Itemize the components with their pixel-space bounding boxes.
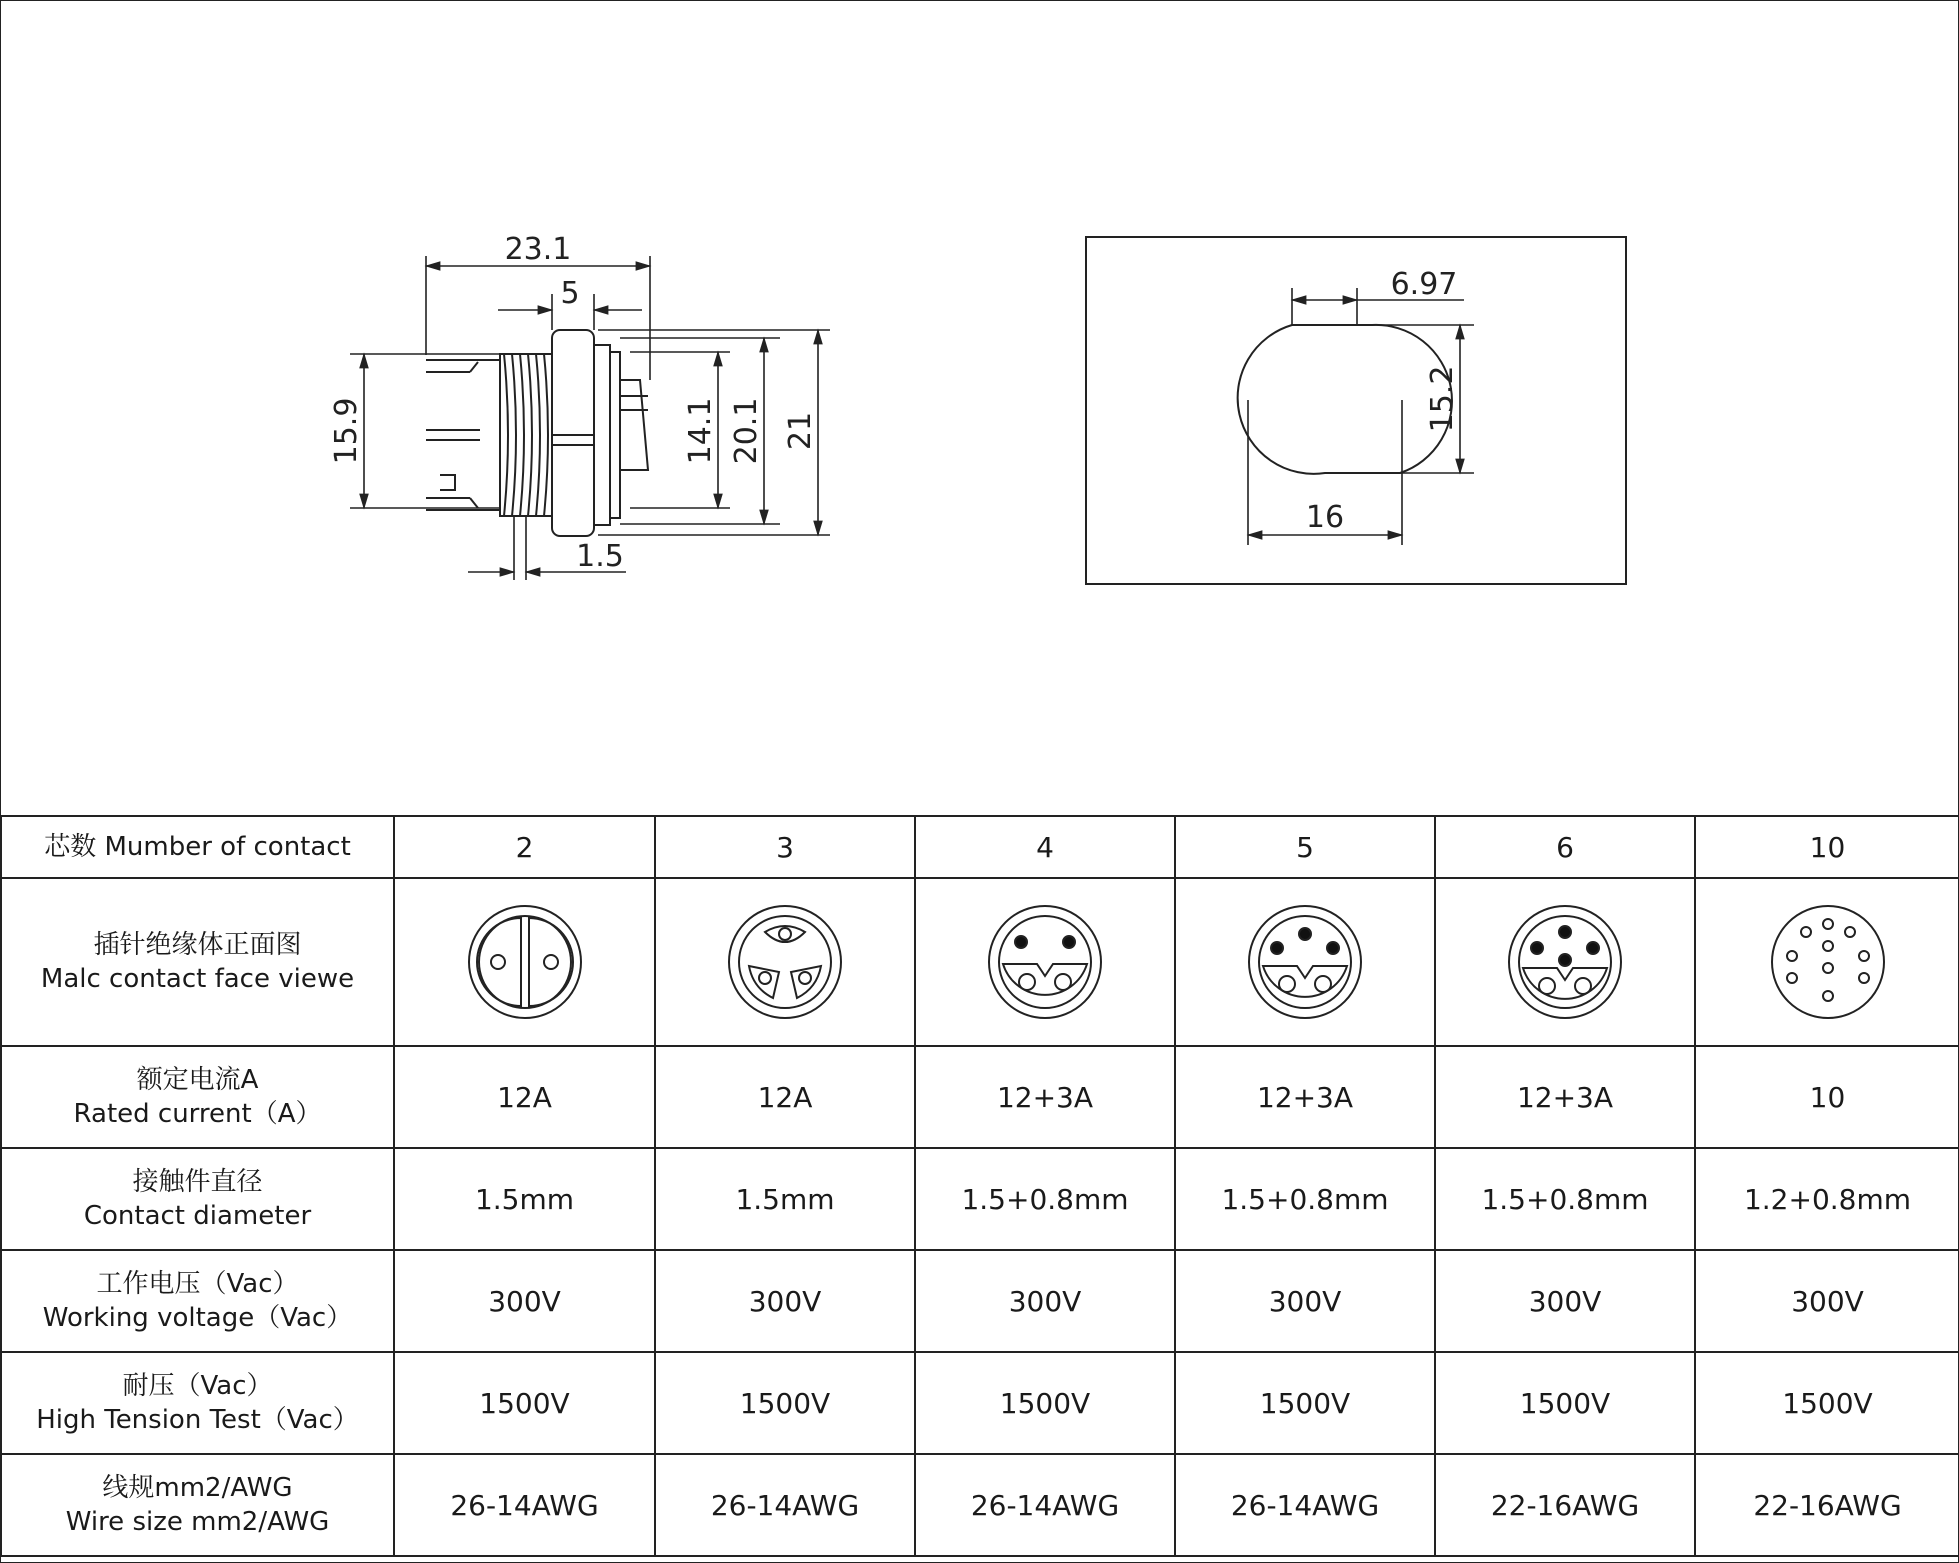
face-3-pin-icon xyxy=(725,902,845,1022)
table-cell: 300V xyxy=(915,1250,1175,1352)
table-cell: 1500V xyxy=(1695,1352,1959,1454)
table-cell: 1500V xyxy=(655,1352,915,1454)
side-view-dim-labels xyxy=(329,232,818,574)
table-cell: 300V xyxy=(1175,1250,1435,1352)
table-cell: 1.2+0.8mm xyxy=(1695,1148,1959,1250)
spec-row-contact-diameter xyxy=(1,1148,1959,1250)
face-cell xyxy=(1175,878,1435,1046)
front-pins xyxy=(620,380,648,470)
dim-overall-length: 23.1 xyxy=(504,232,572,267)
flange xyxy=(594,345,610,525)
rear-body xyxy=(426,360,500,510)
table-cell: 22-16AWG xyxy=(1695,1454,1959,1556)
column-header: 5 xyxy=(1175,816,1435,878)
face-10-pin-icon xyxy=(1768,902,1888,1022)
row-label-cn: 插针绝缘体正面图 xyxy=(93,930,302,960)
table-cell: 1.5mm xyxy=(655,1148,915,1250)
table-header-row xyxy=(1,816,1959,878)
cutout-outline xyxy=(1238,325,1452,474)
face-2-pin-icon xyxy=(465,902,585,1022)
hex-nut xyxy=(552,330,594,536)
table-cell: 10 xyxy=(1695,1046,1959,1148)
row-label-cn: 线规mm2/AWG xyxy=(102,1473,293,1503)
table-cell: 22-16AWG xyxy=(1435,1454,1695,1556)
table-cell: 26-14AWG xyxy=(915,1454,1175,1556)
row-label-cn: 耐压（Vac） xyxy=(122,1371,273,1401)
table-cell: 12+3A xyxy=(1175,1046,1435,1148)
row-label-en: Working voltage（Vac） xyxy=(42,1303,353,1333)
face-cell xyxy=(394,878,655,1046)
table-cell: 12+3A xyxy=(915,1046,1175,1148)
table-cell: 1500V xyxy=(1175,1352,1435,1454)
column-header: 4 xyxy=(915,816,1175,878)
face-view-row xyxy=(1,878,1959,1046)
dim-inner-diameter: 14.1 xyxy=(683,397,718,465)
connector-side-view xyxy=(426,330,648,536)
spec-row-working-voltage xyxy=(1,1250,1959,1352)
row-label xyxy=(1,1046,394,1148)
row-label-en: Contact diameter xyxy=(83,1201,312,1231)
table-cell: 1.5+0.8mm xyxy=(915,1148,1175,1250)
spec-row-high-tension xyxy=(1,1352,1959,1454)
header-label: 芯数 Mumber of contact xyxy=(1,816,394,878)
dim-flange-width: 5 xyxy=(560,276,580,311)
table-cell: 12A xyxy=(655,1046,915,1148)
column-header: 6 xyxy=(1435,816,1695,878)
column-header: 3 xyxy=(655,816,915,878)
dim-flat-width: 6.97 xyxy=(1390,267,1458,302)
row-label-en: Wire size mm2/AWG xyxy=(65,1507,330,1537)
face-cell xyxy=(915,878,1175,1046)
row-label xyxy=(1,1352,394,1454)
dim-thread-diameter: 15.9 xyxy=(329,397,364,465)
row-label xyxy=(1,1250,394,1352)
table-cell: 1500V xyxy=(1435,1352,1695,1454)
table-cell: 12+3A xyxy=(1435,1046,1695,1148)
column-header: 2 xyxy=(394,816,655,878)
dim-nut-diameter: 20.1 xyxy=(729,397,764,465)
spec-row-wire-size xyxy=(1,1454,1959,1556)
dim-flange-diameter: 21 xyxy=(783,411,818,451)
row-label-en: High Tension Test（Vac） xyxy=(36,1405,359,1435)
face-cell xyxy=(655,878,915,1046)
dim-cutout-diameter: 16 xyxy=(1305,500,1345,535)
face-4-pin-icon xyxy=(985,902,1105,1022)
cutout-frame xyxy=(1086,237,1626,584)
table-cell: 1500V xyxy=(915,1352,1175,1454)
row-label-cn: 工作电压（Vac） xyxy=(96,1269,299,1299)
table-cell: 26-14AWG xyxy=(1175,1454,1435,1556)
table-cell: 12A xyxy=(394,1046,655,1148)
row-label-cn: 接触件直径 xyxy=(132,1167,263,1197)
thread-lines xyxy=(504,354,548,516)
dim-flange-thickness: 1.5 xyxy=(576,539,624,574)
face-6-pin-icon xyxy=(1505,902,1625,1022)
spec-row-current xyxy=(1,1046,1959,1148)
table-cell: 1.5+0.8mm xyxy=(1175,1148,1435,1250)
table-cell: 1.5+0.8mm xyxy=(1435,1148,1695,1250)
row-label xyxy=(1,1454,394,1556)
table-cell: 26-14AWG xyxy=(394,1454,655,1556)
row-label-en: Malc contact face viewe xyxy=(40,964,355,994)
table-cell: 1500V xyxy=(394,1352,655,1454)
panel-cutout-view xyxy=(1086,237,1626,584)
face-cell xyxy=(1695,878,1959,1046)
table-cell: 300V xyxy=(394,1250,655,1352)
table-cell: 300V xyxy=(1695,1250,1959,1352)
row-label xyxy=(1,878,394,1046)
table-cell: 300V xyxy=(1435,1250,1695,1352)
row-label-en: Rated current（A） xyxy=(73,1099,322,1129)
spec-table xyxy=(0,815,1959,1557)
table-cell: 300V xyxy=(655,1250,915,1352)
dim-flat-height: 15.2 xyxy=(1425,365,1460,433)
row-label-cn: 额定电流A xyxy=(136,1065,259,1095)
column-header: 10 xyxy=(1695,816,1959,878)
face-5-pin-icon xyxy=(1245,902,1365,1022)
cutout-dim-labels xyxy=(1306,267,1460,535)
face-cell xyxy=(1435,878,1695,1046)
row-label xyxy=(1,1148,394,1250)
table-cell: 26-14AWG xyxy=(655,1454,915,1556)
table-cell: 1.5mm xyxy=(394,1148,655,1250)
